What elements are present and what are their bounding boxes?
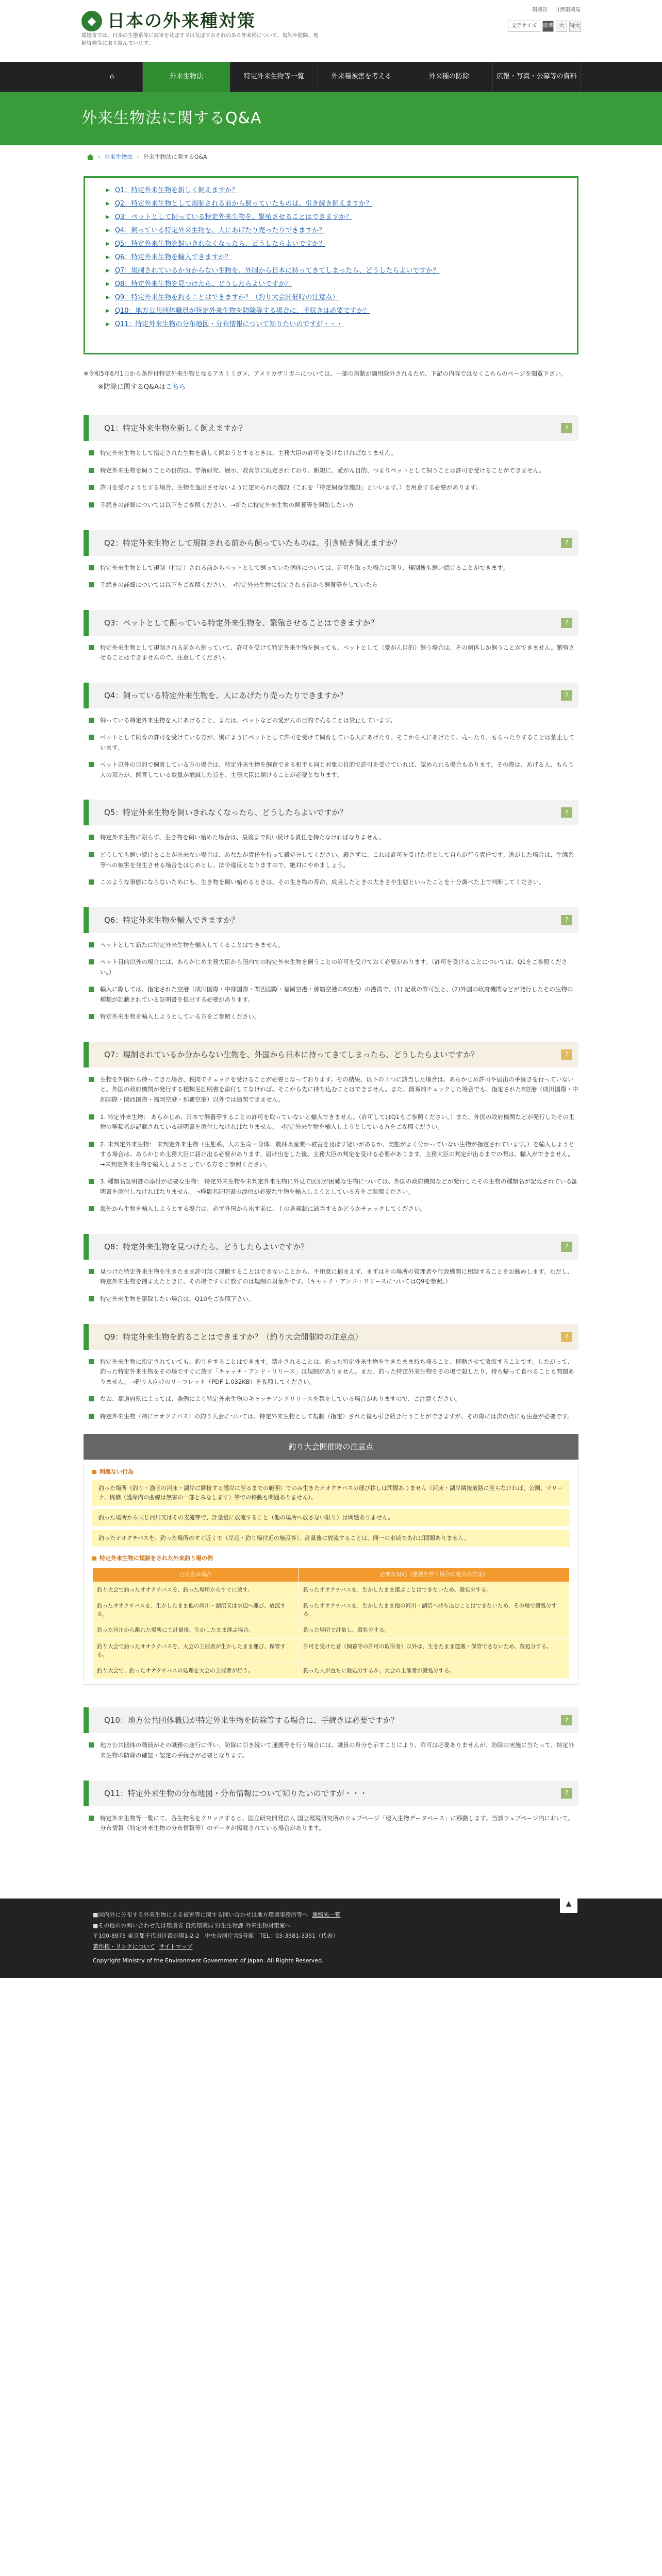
answer-paragraph: [84, 1412, 578, 1422]
answer-text: 特定外来生物を輸入しようとしている方をご参照ください。: [100, 1013, 260, 1021]
toc-item-label[interactable]: Q6：特定外来生物を輸入できますか？: [114, 253, 232, 261]
footer-contact-2: ■その他のお問い合わせ先は環境省 自然環境局 野生生物課 外来生物対策室へ: [93, 1922, 291, 1929]
intro-note: ※令和5年6月1日から条件付特定外来生物となるアカミミガメ、アメリカザリガニについては、一部の規制が適用除外されるため、下記の内容ではなくこちらのページを閲覧下さい。: [84, 370, 567, 377]
question-text: Q4：飼っている特定外来生物を、人にあげたり売ったりできますか？: [104, 690, 347, 700]
breadcrumb-law-link[interactable]: 外来生物法: [104, 154, 133, 161]
util-link-moe[interactable]: 環境省: [532, 7, 548, 13]
answer-paragraph: [84, 500, 578, 511]
qa-block: [84, 1781, 578, 1834]
bullet-square-icon: [89, 1206, 94, 1211]
qa-block: [84, 415, 578, 510]
nav-item-species-list[interactable]: 特定外来生物等一覧: [230, 62, 318, 92]
toggle-icon[interactable]: ?: [561, 915, 572, 925]
toc-item[interactable]: [106, 197, 556, 211]
qa-block: [84, 1234, 578, 1304]
fishing-table-cell: 釣り大会で、釣ったオオクチバスの処理を大会の主催者が行う。: [93, 1663, 299, 1679]
toggle-icon[interactable]: ?: [561, 690, 572, 701]
page-top-button[interactable]: ▲: [560, 1895, 577, 1913]
fishing-table-row: [93, 1598, 570, 1622]
fishing-table-label-text: 特定外来生物に規制をされた外来釣り場の例: [100, 1555, 213, 1562]
bullet-square-icon: [89, 1396, 94, 1401]
answer-text: 特定外来生物を駆除したい場合は、Q10をご参照下さい。: [100, 1295, 255, 1303]
page-title: 外来生物法に関するQ&A: [81, 109, 262, 127]
toc-item[interactable]: [106, 224, 556, 238]
fishing-table-cell: 釣り大会で釣ったオオクチバスを、大会の主催者が生かしたまま運び、保管する。: [93, 1638, 299, 1663]
footer-sitemap-link[interactable]: サイトマップ: [159, 1943, 193, 1951]
fishing-table-cell: 釣ったオオクチバスを、生かしたまま運ぶことはできないため、殺処分する。: [299, 1582, 570, 1598]
toggle-icon[interactable]: ?: [561, 1715, 572, 1725]
spacer: [0, 1834, 662, 1853]
fishing-notes-title: 釣り大会開催時の注意点: [84, 1434, 578, 1460]
spacer: [0, 663, 662, 683]
bullet-square-icon: [89, 762, 94, 767]
question-heading: [84, 610, 578, 636]
qa-block: [84, 907, 578, 1022]
question-text: Q7：規制されているか分からない生物を、外国から日本に持ってきてしまったら、どうしたらよいですか？: [104, 1049, 479, 1059]
spacer: [0, 511, 662, 530]
toc-item[interactable]: [106, 251, 556, 264]
answer-text: 2. 未判定外来生物： 未判定外来生物（生態系、人の生命・身体、農林水産業へ被害を及ぼす疑いがあるか、実態がよく分かっていない生物が指定されています。）を輸入しようとする場合は、あらかじめ主務大臣に届け出る必要があります。届け出をした後、主務大臣の判定を受ける必要があります。主務大臣の判定が出るまでの間は、輸入ができません。→未判定外来生物を輸入しようとしている方をご参照ください。: [100, 1140, 575, 1168]
toggle-icon[interactable]: ?: [561, 1332, 572, 1342]
bullet-square-icon: [89, 1359, 94, 1364]
qa-block: [84, 683, 578, 781]
question-heading: [84, 1042, 578, 1067]
table-square-icon: [92, 1556, 96, 1561]
question-heading: [84, 530, 578, 556]
footer-address: 〒100-8975 東京都千代田区霞が関1-2-2 中央合同庁舎5号館 TEL：03-3581-3351（代表）: [93, 1933, 339, 1940]
footer-copyright-link[interactable]: 著作権・リンクについて: [93, 1943, 155, 1951]
answer-text: ペットとして新たに特定外来生物を輸入してくることはできません。: [100, 941, 285, 948]
font-size-large-button[interactable]: 大: [556, 21, 567, 32]
nav-item-materials[interactable]: 広報・写真・公募等の資料: [493, 62, 581, 92]
question-heading: [84, 1781, 578, 1806]
fishing-table-row: [93, 1638, 570, 1663]
answer-text: 特定外来生物に指定されていても、釣りをすることはできます。禁止されることは、釣った特定外来生物を生きたまま持ち帰ること、移動させて放流することです。したがって、釣った特定外来生物をその場ですぐに放す「キャッチ・アンド・リリース」は規制がありません。また、釣った特定外来生物をその場で殺したり、持ち帰って食べることも問題ありません。→釣り人向けのリーフレット（PDF 1.032KB）を参照してください。: [100, 1358, 574, 1385]
toc-arrow-icon: ▶: [106, 268, 110, 274]
toc-item[interactable]: [106, 264, 556, 278]
bullet-square-icon: [89, 1142, 94, 1147]
toc-item[interactable]: [106, 318, 556, 331]
question-text: Q11：特定外来生物の分布地図・分布情報について知りたいのですが・・・: [104, 1788, 368, 1798]
answer-paragraph: [84, 716, 578, 726]
answer-paragraph: [84, 1814, 578, 1834]
fishing-table-row: [93, 1663, 570, 1679]
answer-text: ペット以外の目的で飼育している方の場合は、特定外来生物を飼育できる相手も同じ対象の目的で許可を受けていれば、認められる場合もあります。その際は、あげる人、もらう人の双方が、飼育している数量が増減した旨を、主務大臣に届けることが必要となります。: [100, 761, 574, 778]
nav-item-control[interactable]: 外来種の防除: [405, 62, 493, 92]
fishing-table-cell: 釣った人が直ちに殺処分するか、大会の主催者が殺処分する。: [299, 1663, 570, 1679]
bullet-square-icon: [89, 835, 94, 840]
answer-text: ペット目的以外の場合には、あらかじめ主務大臣から国内での特定外来生物を飼うことの許可を受けておく必要があります。（許可を受けることについては、Q1をご参照ください。）: [100, 958, 568, 976]
question-text: Q10：地方公共団体職員が特定外来生物を防除等する場合に、手続きは必要ですか？: [104, 1716, 399, 1725]
fishing-table-header: ○大会の場合: [93, 1567, 299, 1582]
toc-arrow-icon: ▶: [106, 281, 110, 287]
answer-text: 輸入に際しては、指定された空港（成田国際・中部国際・関西国際・福岡空港・那覇空港の8空港）の港湾で、(1) 記載の許可証と、(2)外国の政府機関などが発行したその生物の種類が記載されている証明書を提出する必要があります。: [100, 986, 573, 1003]
bullet-square-icon: [89, 1014, 94, 1019]
font-size-xlarge-button[interactable]: 特大: [569, 21, 581, 32]
qa-block: [84, 610, 578, 663]
fishing-ok-label-text: 問題ない行為: [100, 1468, 134, 1476]
bullet-square-icon: [89, 1269, 94, 1274]
answer-paragraph: [84, 733, 578, 753]
question-heading: [84, 415, 578, 441]
logo-subtitle: 環境省では、日本の生態系等に被害を及ぼす又は及ぼすおそれのある外来種について、規制や防除、理解啓発等に取り組んでいます。: [81, 33, 319, 46]
answer-paragraph: [84, 448, 578, 459]
answer-text: 3. 種類名証明書の添付が必要な生物： 特定外来生物や未判定外来生物に外見で区別が困難な生物については、外国の政府機関などが発行したその生物の種類名が記載されている証明書を添付しなければなりません。→種類名証明書の添付が必要な生物を輸入しようとしている方をご参照ください。: [100, 1178, 578, 1195]
home-icon: ⌂: [109, 72, 114, 80]
font-size-label: 文字サイズ: [508, 21, 540, 32]
fishing-table-label: [92, 1554, 570, 1563]
bullet-square-icon: [89, 485, 94, 490]
toc-item-label[interactable]: Q11：特定外来生物の分布地図・分布情報について知りたいのですが・・・: [114, 320, 343, 328]
bullet-square-icon: [89, 450, 94, 455]
toc-arrow-icon: ▶: [106, 228, 110, 233]
bullet-square-icon: [89, 468, 94, 473]
spacer: [0, 590, 662, 610]
answer-paragraph: [84, 1140, 578, 1170]
bullet-square-icon: [89, 735, 94, 740]
answer-text: 1. 特定外来生物： あらかじめ、日本で飼養等することの許可を取っていないと輸入できません。（許可してはQ1もご参照ください。）また、外国の政府機関などが発行したその生物の種類名が記載されている証明書を添付しなければなりません。→特定外来生物を輸入しようとしている方をご参照ください。: [100, 1113, 575, 1131]
toc-item-label[interactable]: Q9：特定外来生物を釣ることはできますか？（釣り大会開催時の注意点）: [114, 293, 339, 301]
answer-text: 生物を外国から持ってきた場合、税関でチェックを受けることが必要となっております。その結果、以下の３つに該当した場合は、あらかじめ許可や届出の手続きを行っていないと、外国の政府機関が発行する種類名証明書を添付してなければ、そこから先に持ち込むことはできません。また、簡易的チェックした場合でも、指定された8空港（成田国際・中部国際・関西国際・福岡空港・那覇空港）以外では通関できません。: [100, 1075, 578, 1104]
answer-text: どうしても飼い続けることが出来ない場合は、あなたが責任を持って殺処分してください。殺さずに、これは許可を受けた者として自らが行う責任です。逃がした場合は、生態系等への被害を発生させる場合をはじめとし、法令違反となりますので、絶対にやめましょう。: [100, 851, 574, 869]
qa-block: [84, 800, 578, 887]
bullet-square-icon: [89, 942, 94, 947]
defense-qa-note: [98, 382, 578, 393]
qa-block: [84, 1324, 578, 1422]
site-logo[interactable]: [81, 7, 256, 35]
answer-paragraph: [84, 1267, 578, 1287]
answer-paragraph: [84, 563, 578, 573]
answer-paragraph: [84, 760, 578, 780]
answer-paragraph: [84, 580, 578, 590]
question-text: Q1：特定外来生物を新しく飼えますか？: [104, 423, 247, 433]
toc-item-label[interactable]: Q2：特定外来生物として規制される前から飼っていたものは、引き続き飼えますか？: [114, 199, 373, 208]
footer-copyright: Copyright Ministry of the Environment Government of Japan. All Rights Reserved.: [93, 1957, 324, 1964]
answer-text: 特定外来生物（特にオオクチバス）の釣り大会については、特定外来生物として規制（指定）された後も引き続き行うことができますが、その際には次の点にも注意が必要です。: [100, 1412, 573, 1420]
bullet-square-icon: [89, 1414, 94, 1419]
qa-list-2: [0, 1707, 662, 1853]
answer-text: 海外から生物を輸入しようとする場合は、必ず外国から出す前に、上の各規制に該当するかどうかチェックしてください。: [100, 1205, 426, 1213]
toc-item-label[interactable]: Q7：規制されているか分からない生物を、外国から日本に持ってきてしまったら、どうしたらよいですか？: [114, 266, 440, 275]
qa-list: [0, 415, 662, 1421]
bullet-square-icon: [89, 987, 94, 992]
toggle-icon[interactable]: ?: [561, 618, 572, 628]
question-text: Q6：特定外来生物を輸入できますか？: [104, 915, 239, 925]
fishing-table: [92, 1567, 570, 1680]
toc-arrow-icon: ▶: [106, 214, 110, 220]
answer-text: このような事態にならないためにも、生き物を飼い始めるときは、その生き物の寿命、成長したときの大きさや生態といったことを十分調べた上で判断してください。: [100, 878, 545, 886]
util-link-nature[interactable]: 自然環境局: [555, 7, 581, 13]
question-text: Q3：ペットとして飼っている特定外来生物を、繁殖させることはできますか？: [104, 618, 378, 628]
question-text: Q9：特定外来生物を釣ることはできますか？（釣り大会開催時の注意点）: [104, 1332, 363, 1342]
answer-paragraph: [84, 940, 578, 951]
fishing-table-cell: 釣った河川から離れた場所にて計量後、生かしたまま運ぶ場合。: [93, 1622, 299, 1638]
question-heading: [84, 1234, 578, 1260]
toggle-icon[interactable]: ?: [561, 1242, 572, 1252]
qa-block: [84, 530, 578, 590]
answer-paragraph: [84, 877, 578, 888]
breadcrumb-current: 外来生物法に関するQ&A: [143, 154, 207, 161]
footer-contact-1: ■国内外に分布する外来生物による被害等に関する問い合わせは地方環境事務所等へ: [93, 1911, 308, 1918]
title-band: [0, 92, 662, 145]
toc-item[interactable]: [106, 304, 556, 318]
bullet-square-icon: [89, 645, 94, 650]
breadcrumb-home-icon[interactable]: [87, 154, 94, 160]
utility-links: [532, 6, 581, 14]
answer-paragraph: [84, 1294, 578, 1304]
bullet-square-icon: [89, 879, 94, 885]
answer-paragraph: [84, 1075, 578, 1105]
answer-text: 特定外来生物として規制される前から飼っていて、許可を受けて特定外来生物を飼っても、ペットとして（愛がん目的）飼う場合は、その個体しか飼うことができません。繁殖させることはできませんので、注意してください。: [100, 643, 575, 662]
spacer: [0, 1304, 662, 1324]
answer-paragraph: [84, 850, 578, 870]
answer-paragraph: [84, 1357, 578, 1387]
question-heading: [84, 800, 578, 825]
nav-home[interactable]: [81, 62, 143, 92]
site-footer: [0, 1899, 662, 1978]
answer-text: 特定外来生物等一覧にて、各生物名をクリックすると、国立研究開発法人 国立環境研究所のウェブページ「侵入生物データベース」に移動します。当該ウェブページ内において、分布情報（特定外来生物の分布情報等）のデータが掲載されている場合があります。: [100, 1814, 574, 1832]
toc-arrow-icon: ▶: [106, 321, 110, 327]
bullet-square-icon: [89, 1296, 94, 1301]
answer-paragraph: [84, 1012, 578, 1022]
answer-paragraph: [84, 985, 578, 1005]
toc-item[interactable]: [106, 238, 556, 251]
answer-paragraph: [84, 1204, 578, 1214]
toc-item-label[interactable]: Q4：飼っている特定外来生物を、人にあげたり売ったりできますか？: [114, 226, 326, 234]
question-heading: [84, 907, 578, 933]
answer-text: 許可を受けようとする場合、生物を逸出させないように定められた施設（これを「特定飼養等施設」といいます。）を用意する必要があります。: [100, 484, 482, 492]
toc-arrow-icon: ▶: [106, 308, 110, 314]
toc-item-label[interactable]: Q3：ペットとして飼っている特定外来生物を、繁殖させることはできますか？: [114, 213, 353, 221]
spacer: [0, 888, 662, 907]
spacer: [0, 1761, 662, 1781]
bullet-square-icon: [89, 852, 94, 857]
qa-block: [84, 1707, 578, 1760]
bullet-square-icon: [89, 718, 94, 723]
spacer: [0, 1022, 662, 1042]
spacer: [0, 1214, 662, 1234]
fishing-notes-box: [84, 1460, 578, 1685]
question-heading: [84, 1324, 578, 1350]
answer-paragraph: [84, 833, 578, 843]
bullet-square-icon: [89, 1816, 94, 1821]
question-text: Q8：特定外来生物を見つけたら、どうしたらよいですか？: [104, 1242, 309, 1251]
ok-square-icon: [92, 1470, 96, 1474]
answer-text: 手続きの詳細については以下をご参照ください。→新たに特定外来生物の飼養等を開始したい方: [100, 501, 354, 509]
breadcrumb-separator-icon: ›: [137, 154, 139, 161]
toc-item[interactable]: [106, 211, 556, 224]
fishing-ok-row: 釣ったオオクチバスを、釣った場所のすぐ近くで（岸辺・釣り場付近の施設等）、計量後に放流することは、同一の水域であれば問題ありません。: [92, 1530, 570, 1547]
fishing-table-row: [93, 1582, 570, 1598]
bullet-square-icon: [89, 959, 94, 964]
answer-paragraph: [84, 1394, 578, 1404]
answer-text: 手続きの詳細については以下をご参照ください。→特定外来生物に指定される前から飼養等をしていた方: [100, 581, 378, 589]
fishing-ok-row: 釣った場所（釣り・漁区の河床・湖岸に隣接する護岸に至るまでの範囲）でのみ生きたオオクチバスの運び移しは問題ありません（河床・湖岸隣接道路に至らなければ、公園、マリーナ、桟橋（護岸内の曲線は無害の一部とみなします）等での移動も問題ありません）。: [92, 1480, 570, 1506]
bullet-square-icon: [89, 502, 94, 507]
toggle-icon[interactable]: ?: [561, 807, 572, 818]
toc-arrow-icon: ▶: [106, 188, 110, 193]
answer-text: 特定外来生物を飼うことの目的は、学術研究、展示、教育等に限定されており、新規に、愛がん目的、つまりペットとして飼うことは許可を受けることができません。: [100, 466, 545, 474]
nav-item-law[interactable]: 外来生物法: [143, 62, 230, 92]
answer-paragraph: [84, 957, 578, 977]
toc-arrow-icon: ▶: [106, 241, 110, 247]
fishing-ok-label: [92, 1467, 570, 1477]
fishing-table-header: 必要な対応（運搬を伴う場合の処分の方法）: [299, 1567, 570, 1582]
toc-item-label[interactable]: Q1：特定外来生物を新しく飼えますか？: [114, 186, 239, 194]
toc-item[interactable]: [106, 278, 556, 291]
answer-paragraph: [84, 1177, 578, 1197]
breadcrumb: [0, 145, 662, 169]
fishing-table-cell: 釣り大会で釣ったオオクチバスを、釣った場所からすぐに放す。: [93, 1582, 299, 1598]
toc-item[interactable]: [106, 184, 556, 197]
qa-block: [84, 1042, 578, 1214]
font-size-control: [508, 21, 581, 32]
bullet-square-icon: [89, 565, 94, 570]
answer-text: 飼っている特定外来生物を人にあげること、または、ペットなどの愛がんの目的で売ることは禁止しています。: [100, 716, 396, 724]
bullet-square-icon: [89, 1114, 94, 1120]
bullet-square-icon: [89, 1077, 94, 1082]
fishing-table-cell: 許可を受けた者（飼養等の許可の取得者）以外は、生きたまま運搬・保管できないため、殺処分する。: [299, 1638, 570, 1663]
question-text: Q2：特定外来生物として規制される前から飼っていたものは、引き続き飼えますか？: [104, 538, 402, 548]
fishing-table-cell: 釣ったオオクチバスを、生かしたまま他の河川・湖沼又は水辺へ運び、放流する。: [93, 1598, 299, 1622]
toggle-icon[interactable]: ?: [561, 538, 572, 548]
answer-text: 地方公共団体の職員がその職務の遂行に伴い、防除に引き続いて運搬等を行う場合には、職員の身分を示すことにより、許可は必要ありませんが、防除の実施に当たって、特定外来生物の防除の確認・認定の手続きが必要となります。: [100, 1741, 574, 1759]
footer-contact-link[interactable]: 連絡先一覧: [312, 1911, 341, 1918]
answer-text: ペットとして飼育の許可を受けている方が、別にようにペットとして許可を受けて飼育している人にあげたり、そこから人にあげたり、売ったり、もらったりすることは禁止しています。: [100, 734, 574, 751]
toggle-icon[interactable]: ?: [561, 423, 572, 433]
answer-paragraph: [84, 483, 578, 493]
toggle-icon[interactable]: ?: [561, 1049, 572, 1060]
toc-arrow-icon: ▶: [106, 295, 110, 300]
defense-qa-text: ※防除に関するQ&Aは: [98, 383, 166, 391]
toc-item-label[interactable]: Q10：地方公共団体職員が特定外来生物を防除等する場合に、手続きは必要ですか？: [114, 307, 370, 315]
bullet-square-icon: [89, 582, 94, 587]
site-header: [0, 0, 662, 62]
toggle-icon[interactable]: ?: [561, 1788, 572, 1799]
defense-qa-link[interactable]: こちら: [166, 383, 186, 391]
answer-text: 見つけた特定外来生物を生きたまま許可無く運搬することはできないことから、不用意に捕まえず、まずはその場所の管理者や行政機関に相談することをお勧めします。ただし、特定外来生物を捕まえたときに、その場ですぐに放すのは規制の対象外です。（キャッチ・アンド・リリースについてはQ9を参照。）: [100, 1267, 574, 1285]
toc-arrow-icon: ▶: [106, 201, 110, 207]
answer-text: 特定外来生物として指定された生物を新しく飼おうとするときは、主務大臣の許可を受けなければなりません。: [100, 449, 397, 457]
answer-paragraph: [84, 643, 578, 663]
logo-title: 日本の外来種対策: [107, 11, 256, 31]
spacer: [0, 780, 662, 800]
answer-paragraph: [84, 1740, 578, 1760]
fishing-table-cell: 釣ったオオクチバスを、生かしたまま他の河川・湖沼へ持ち込むことはできないため、その場で殺処分する。: [299, 1598, 570, 1622]
question-heading: [84, 1707, 578, 1733]
answer-text: 特定外来生物として規制（指定）される前からペットとして飼っていた個体については、許可を取った場合に限り、規制後も飼い続けることができます。: [100, 564, 509, 571]
toc-arrow-icon: ▶: [106, 255, 110, 260]
nav-item-damage[interactable]: 外来種被害を考える: [318, 62, 406, 92]
qa-table-of-contents: [84, 176, 578, 354]
global-nav: [0, 62, 662, 92]
fishing-table-row: [93, 1622, 570, 1638]
fishing-notes-section: [84, 1434, 578, 1685]
toc-item-label[interactable]: Q8：特定外来生物を見つけたら、どうしたらよいですか？: [114, 280, 292, 288]
fishing-ok-row: 釣った場所から同じ河川又はその支流等で、計量後に放流すること（他の場所へ放さない限り）は問題ありません。: [92, 1509, 570, 1527]
answer-paragraph: [84, 1112, 578, 1132]
bullet-square-icon: [89, 1179, 94, 1184]
logo-mark-icon: ◆: [81, 11, 102, 31]
font-size-normal-button[interactable]: 標準: [542, 21, 554, 32]
toc-item-label[interactable]: Q5：特定外来生物を飼いきれなくなったら、どうしたらよいですか？: [114, 240, 326, 248]
bullet-square-icon: [89, 1742, 94, 1748]
answer-text: なお、都道府県によっては、条例により特定外来生物のキャッチアンドリリースを禁止している場合がありますので、ご注意ください。: [100, 1395, 461, 1403]
answer-paragraph: [84, 466, 578, 476]
answer-text: 特定外来生物に限らず、生き物を飼い始めた場合は、最後まで飼い続ける責任を持たなければなりません。: [100, 834, 385, 841]
breadcrumb-separator-icon: ›: [98, 154, 101, 161]
fishing-table-cell: 釣った場所で計量し、殺処分する。: [299, 1622, 570, 1638]
toc-item[interactable]: [106, 291, 556, 304]
question-text: Q5：特定外来生物を飼いきれなくなったら、どうしたらよいですか？: [104, 808, 347, 818]
question-heading: [84, 683, 578, 708]
